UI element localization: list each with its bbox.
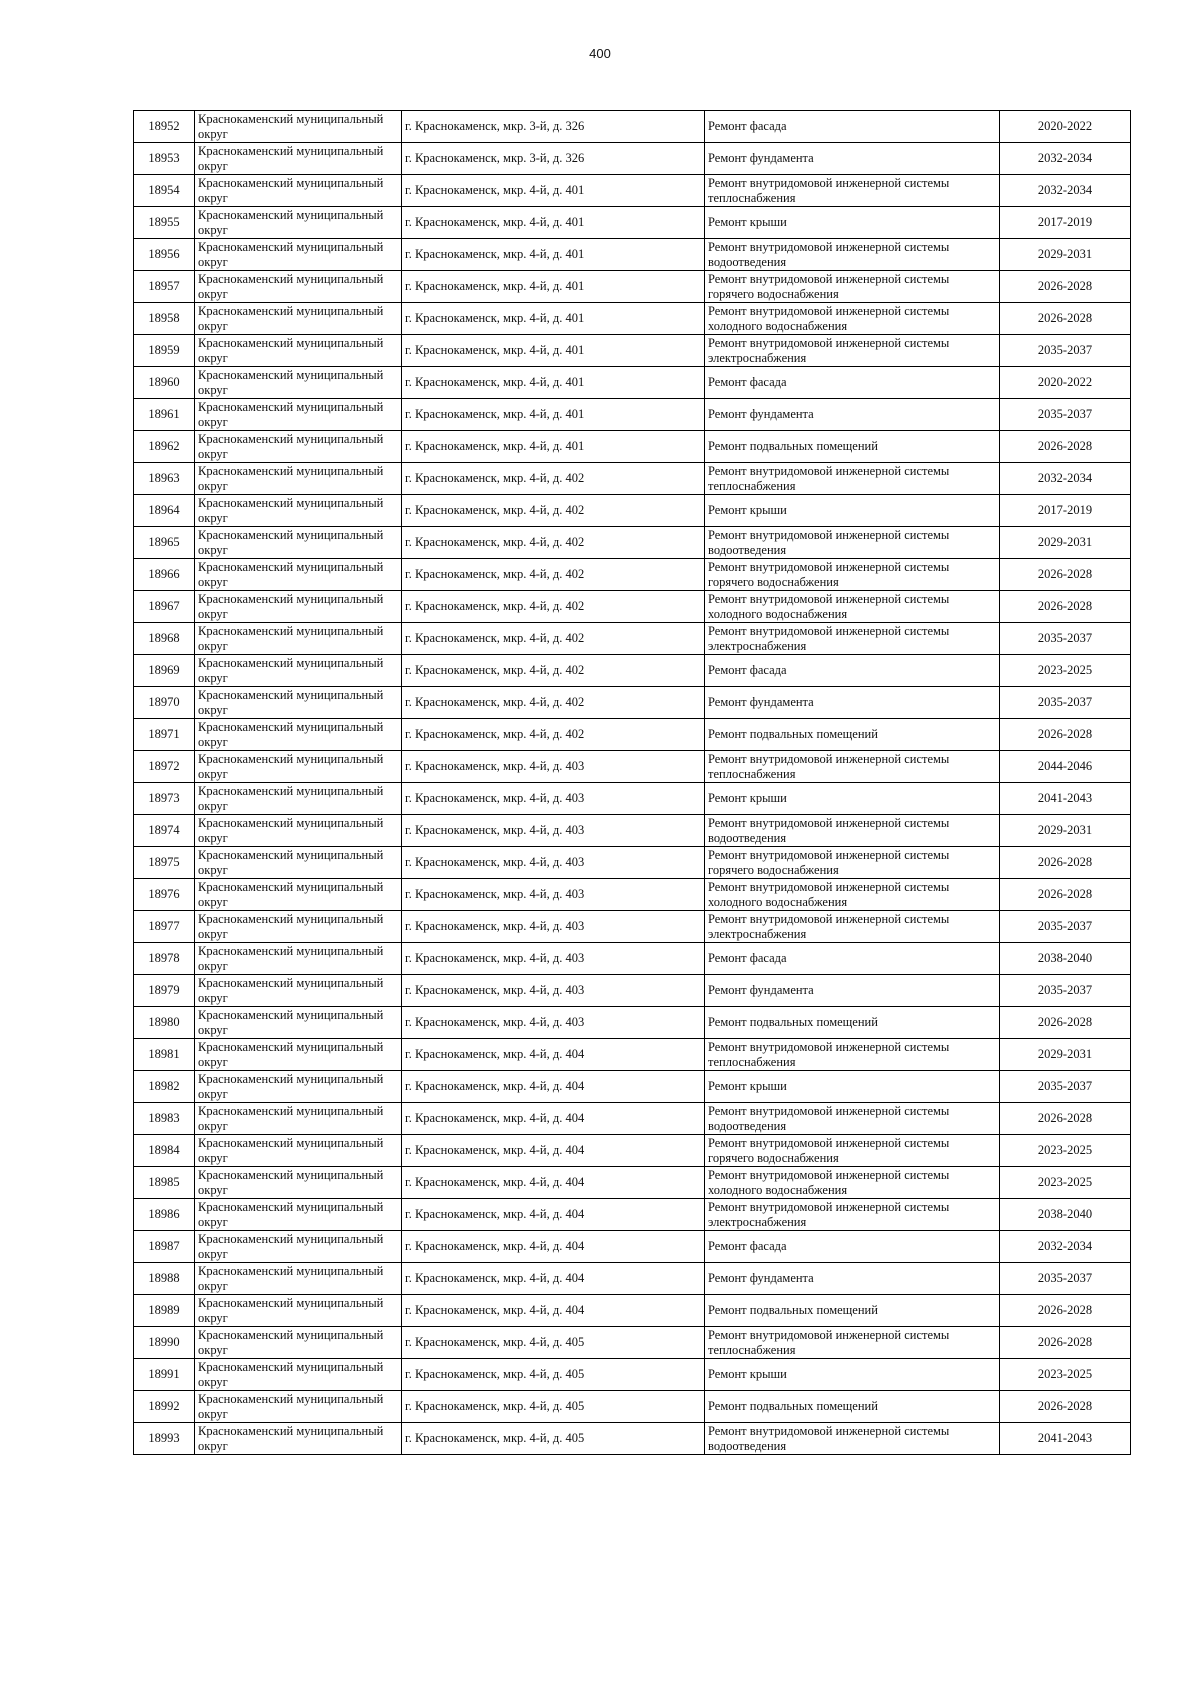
municipality-cell: Краснокаменский муниципальный округ xyxy=(195,111,402,143)
period-cell: 2023-2025 xyxy=(1000,655,1131,687)
period-cell: 2035-2037 xyxy=(1000,911,1131,943)
work-type-cell: Ремонт фундамента xyxy=(705,1263,1000,1295)
address-cell: г. Краснокаменск, мкр. 4-й, д. 401 xyxy=(402,207,705,239)
address-cell: г. Краснокаменск, мкр. 4-й, д. 404 xyxy=(402,1039,705,1071)
municipality-cell: Краснокаменский муниципальный округ xyxy=(195,623,402,655)
row-number-cell: 18978 xyxy=(134,943,195,975)
address-cell: г. Краснокаменск, мкр. 4-й, д. 402 xyxy=(402,527,705,559)
period-cell: 2023-2025 xyxy=(1000,1135,1131,1167)
address-cell: г. Краснокаменск, мкр. 4-й, д. 403 xyxy=(402,783,705,815)
address-cell: г. Краснокаменск, мкр. 4-й, д. 401 xyxy=(402,335,705,367)
table-row xyxy=(134,623,1131,655)
address-cell: г. Краснокаменск, мкр. 4-й, д. 403 xyxy=(402,879,705,911)
row-number-cell: 18981 xyxy=(134,1039,195,1071)
municipality-cell: Краснокаменский муниципальный округ xyxy=(195,175,402,207)
municipality-cell: Краснокаменский муниципальный округ xyxy=(195,975,402,1007)
row-number-cell: 18993 xyxy=(134,1423,195,1455)
work-type-cell: Ремонт фасада xyxy=(705,1231,1000,1263)
work-type-cell: Ремонт внутридомовой инженерной системы теплоснабжения xyxy=(705,463,1000,495)
municipality-cell: Краснокаменский муниципальный округ xyxy=(195,815,402,847)
work-type-cell: Ремонт подвальных помещений xyxy=(705,1295,1000,1327)
work-type-cell: Ремонт подвальных помещений xyxy=(705,1007,1000,1039)
address-cell: г. Краснокаменск, мкр. 4-й, д. 402 xyxy=(402,687,705,719)
municipality-cell: Краснокаменский муниципальный округ xyxy=(195,1295,402,1327)
work-type-cell: Ремонт крыши xyxy=(705,1359,1000,1391)
address-cell: г. Краснокаменск, мкр. 4-й, д. 402 xyxy=(402,719,705,751)
municipality-cell: Краснокаменский муниципальный округ xyxy=(195,1007,402,1039)
municipality-cell: Краснокаменский муниципальный округ xyxy=(195,431,402,463)
row-number-cell: 18992 xyxy=(134,1391,195,1423)
municipality-cell: Краснокаменский муниципальный округ xyxy=(195,1231,402,1263)
municipality-cell: Краснокаменский муниципальный округ xyxy=(195,1263,402,1295)
address-cell: г. Краснокаменск, мкр. 4-й, д. 404 xyxy=(402,1199,705,1231)
address-cell: г. Краснокаменск, мкр. 4-й, д. 403 xyxy=(402,943,705,975)
table-row xyxy=(134,1135,1131,1167)
row-number-cell: 18988 xyxy=(134,1263,195,1295)
table-row xyxy=(134,367,1131,399)
work-type-cell: Ремонт внутридомовой инженерной системы водоотведения xyxy=(705,815,1000,847)
table-row xyxy=(134,463,1131,495)
table-row xyxy=(134,1231,1131,1263)
row-number-cell: 18955 xyxy=(134,207,195,239)
work-type-cell: Ремонт подвальных помещений xyxy=(705,719,1000,751)
work-type-cell: Ремонт фундамента xyxy=(705,143,1000,175)
work-type-cell: Ремонт внутридомовой инженерной системы электроснабжения xyxy=(705,335,1000,367)
row-number-cell: 18958 xyxy=(134,303,195,335)
work-type-cell: Ремонт внутридомовой инженерной системы водоотведения xyxy=(705,527,1000,559)
address-cell: г. Краснокаменск, мкр. 4-й, д. 401 xyxy=(402,239,705,271)
period-cell: 2026-2028 xyxy=(1000,303,1131,335)
period-cell: 2032-2034 xyxy=(1000,463,1131,495)
work-type-cell: Ремонт внутридомовой инженерной системы горячего водоснабжения xyxy=(705,847,1000,879)
table-row xyxy=(134,303,1131,335)
period-cell: 2026-2028 xyxy=(1000,271,1131,303)
address-cell: г. Краснокаменск, мкр. 4-й, д. 405 xyxy=(402,1423,705,1455)
address-cell: г. Краснокаменск, мкр. 4-й, д. 403 xyxy=(402,847,705,879)
table-row xyxy=(134,1295,1131,1327)
row-number-cell: 18965 xyxy=(134,527,195,559)
repair-schedule-table xyxy=(133,110,1131,1455)
table-row xyxy=(134,335,1131,367)
address-cell: г. Краснокаменск, мкр. 4-й, д. 402 xyxy=(402,591,705,623)
table-row xyxy=(134,1039,1131,1071)
table-row xyxy=(134,719,1131,751)
work-type-cell: Ремонт фасада xyxy=(705,655,1000,687)
municipality-cell: Краснокаменский муниципальный округ xyxy=(195,687,402,719)
work-type-cell: Ремонт крыши xyxy=(705,1071,1000,1103)
work-type-cell: Ремонт внутридомовой инженерной системы электроснабжения xyxy=(705,623,1000,655)
municipality-cell: Краснокаменский муниципальный округ xyxy=(195,655,402,687)
address-cell: г. Краснокаменск, мкр. 4-й, д. 403 xyxy=(402,911,705,943)
row-number-cell: 18990 xyxy=(134,1327,195,1359)
municipality-cell: Краснокаменский муниципальный округ xyxy=(195,271,402,303)
address-cell: г. Краснокаменск, мкр. 4-й, д. 403 xyxy=(402,1007,705,1039)
municipality-cell: Краснокаменский муниципальный округ xyxy=(195,239,402,271)
row-number-cell: 18964 xyxy=(134,495,195,527)
row-number-cell: 18985 xyxy=(134,1167,195,1199)
address-cell: г. Краснокаменск, мкр. 4-й, д. 402 xyxy=(402,559,705,591)
municipality-cell: Краснокаменский муниципальный округ xyxy=(195,495,402,527)
table-row xyxy=(134,1103,1131,1135)
work-type-cell: Ремонт подвальных помещений xyxy=(705,431,1000,463)
address-cell: г. Краснокаменск, мкр. 4-й, д. 403 xyxy=(402,751,705,783)
work-type-cell: Ремонт фасада xyxy=(705,943,1000,975)
address-cell: г. Краснокаменск, мкр. 4-й, д. 404 xyxy=(402,1263,705,1295)
table-row xyxy=(134,1423,1131,1455)
work-type-cell: Ремонт внутридомовой инженерной системы теплоснабжения xyxy=(705,175,1000,207)
period-cell: 2029-2031 xyxy=(1000,527,1131,559)
row-number-cell: 18969 xyxy=(134,655,195,687)
work-type-cell: Ремонт внутридомовой инженерной системы водоотведения xyxy=(705,1103,1000,1135)
address-cell: г. Краснокаменск, мкр. 4-й, д. 404 xyxy=(402,1295,705,1327)
row-number-cell: 18957 xyxy=(134,271,195,303)
work-type-cell: Ремонт внутридомовой инженерной системы теплоснабжения xyxy=(705,1327,1000,1359)
work-type-cell: Ремонт фундамента xyxy=(705,975,1000,1007)
period-cell: 2032-2034 xyxy=(1000,143,1131,175)
work-type-cell: Ремонт внутридомовой инженерной системы теплоснабжения xyxy=(705,751,1000,783)
table-row xyxy=(134,943,1131,975)
row-number-cell: 18987 xyxy=(134,1231,195,1263)
row-number-cell: 18963 xyxy=(134,463,195,495)
period-cell: 2032-2034 xyxy=(1000,175,1131,207)
page-number: 400 xyxy=(589,46,611,61)
address-cell: г. Краснокаменск, мкр. 4-й, д. 403 xyxy=(402,815,705,847)
period-cell: 2035-2037 xyxy=(1000,335,1131,367)
table-row xyxy=(134,847,1131,879)
period-cell: 2035-2037 xyxy=(1000,687,1131,719)
municipality-cell: Краснокаменский муниципальный округ xyxy=(195,463,402,495)
period-cell: 2032-2034 xyxy=(1000,1231,1131,1263)
municipality-cell: Краснокаменский муниципальный округ xyxy=(195,303,402,335)
row-number-cell: 18983 xyxy=(134,1103,195,1135)
period-cell: 2026-2028 xyxy=(1000,559,1131,591)
row-number-cell: 18961 xyxy=(134,399,195,431)
work-type-cell: Ремонт внутридомовой инженерной системы горячего водоснабжения xyxy=(705,1135,1000,1167)
municipality-cell: Краснокаменский муниципальный округ xyxy=(195,143,402,175)
address-cell: г. Краснокаменск, мкр. 4-й, д. 404 xyxy=(402,1071,705,1103)
address-cell: г. Краснокаменск, мкр. 4-й, д. 402 xyxy=(402,463,705,495)
period-cell: 2038-2040 xyxy=(1000,1199,1131,1231)
work-type-cell: Ремонт подвальных помещений xyxy=(705,1391,1000,1423)
period-cell: 2041-2043 xyxy=(1000,1423,1131,1455)
address-cell: г. Краснокаменск, мкр. 4-й, д. 401 xyxy=(402,303,705,335)
row-number-cell: 18952 xyxy=(134,111,195,143)
municipality-cell: Краснокаменский муниципальный округ xyxy=(195,335,402,367)
table-body xyxy=(134,111,1131,1455)
municipality-cell: Краснокаменский муниципальный округ xyxy=(195,399,402,431)
row-number-cell: 18968 xyxy=(134,623,195,655)
period-cell: 2023-2025 xyxy=(1000,1359,1131,1391)
row-number-cell: 18991 xyxy=(134,1359,195,1391)
table-row xyxy=(134,1327,1131,1359)
table-row xyxy=(134,1263,1131,1295)
work-type-cell: Ремонт внутридомовой инженерной системы горячего водоснабжения xyxy=(705,271,1000,303)
address-cell: г. Краснокаменск, мкр. 3-й, д. 326 xyxy=(402,111,705,143)
table-row xyxy=(134,559,1131,591)
row-number-cell: 18973 xyxy=(134,783,195,815)
row-number-cell: 18953 xyxy=(134,143,195,175)
table-row xyxy=(134,1167,1131,1199)
period-cell: 2035-2037 xyxy=(1000,975,1131,1007)
period-cell: 2026-2028 xyxy=(1000,1007,1131,1039)
row-number-cell: 18954 xyxy=(134,175,195,207)
row-number-cell: 18960 xyxy=(134,367,195,399)
row-number-cell: 18970 xyxy=(134,687,195,719)
work-type-cell: Ремонт внутридомовой инженерной системы водоотведения xyxy=(705,239,1000,271)
period-cell: 2017-2019 xyxy=(1000,207,1131,239)
period-cell: 2026-2028 xyxy=(1000,1103,1131,1135)
municipality-cell: Краснокаменский муниципальный округ xyxy=(195,1039,402,1071)
municipality-cell: Краснокаменский муниципальный округ xyxy=(195,911,402,943)
work-type-cell: Ремонт внутридомовой инженерной системы горячего водоснабжения xyxy=(705,559,1000,591)
address-cell: г. Краснокаменск, мкр. 4-й, д. 401 xyxy=(402,367,705,399)
period-cell: 2035-2037 xyxy=(1000,399,1131,431)
period-cell: 2026-2028 xyxy=(1000,591,1131,623)
municipality-cell: Краснокаменский муниципальный округ xyxy=(195,207,402,239)
work-type-cell: Ремонт внутридомовой инженерной системы электроснабжения xyxy=(705,911,1000,943)
address-cell: г. Краснокаменск, мкр. 4-й, д. 401 xyxy=(402,271,705,303)
period-cell: 2020-2022 xyxy=(1000,111,1131,143)
period-cell: 2020-2022 xyxy=(1000,367,1131,399)
period-cell: 2029-2031 xyxy=(1000,239,1131,271)
period-cell: 2044-2046 xyxy=(1000,751,1131,783)
municipality-cell: Краснокаменский муниципальный округ xyxy=(195,1423,402,1455)
period-cell: 2035-2037 xyxy=(1000,1071,1131,1103)
table-row xyxy=(134,1199,1131,1231)
table-row xyxy=(134,495,1131,527)
address-cell: г. Краснокаменск, мкр. 4-й, д. 403 xyxy=(402,975,705,1007)
period-cell: 2026-2028 xyxy=(1000,719,1131,751)
period-cell: 2038-2040 xyxy=(1000,943,1131,975)
municipality-cell: Краснокаменский муниципальный округ xyxy=(195,943,402,975)
address-cell: г. Краснокаменск, мкр. 4-й, д. 404 xyxy=(402,1103,705,1135)
row-number-cell: 18971 xyxy=(134,719,195,751)
municipality-cell: Краснокаменский муниципальный округ xyxy=(195,1103,402,1135)
row-number-cell: 18982 xyxy=(134,1071,195,1103)
address-cell: г. Краснокаменск, мкр. 4-й, д. 404 xyxy=(402,1231,705,1263)
table-row xyxy=(134,271,1131,303)
row-number-cell: 18962 xyxy=(134,431,195,463)
table-row xyxy=(134,751,1131,783)
row-number-cell: 18989 xyxy=(134,1295,195,1327)
work-type-cell: Ремонт внутридомовой инженерной системы холодного водоснабжения xyxy=(705,303,1000,335)
work-type-cell: Ремонт фундамента xyxy=(705,399,1000,431)
period-cell: 2023-2025 xyxy=(1000,1167,1131,1199)
period-cell: 2035-2037 xyxy=(1000,1263,1131,1295)
table-row xyxy=(134,399,1131,431)
row-number-cell: 18956 xyxy=(134,239,195,271)
municipality-cell: Краснокаменский муниципальный округ xyxy=(195,751,402,783)
address-cell: г. Краснокаменск, мкр. 4-й, д. 401 xyxy=(402,399,705,431)
row-number-cell: 18979 xyxy=(134,975,195,1007)
table-row xyxy=(134,431,1131,463)
table-row xyxy=(134,783,1131,815)
address-cell: г. Краснокаменск, мкр. 4-й, д. 405 xyxy=(402,1391,705,1423)
municipality-cell: Краснокаменский муниципальный округ xyxy=(195,847,402,879)
address-cell: г. Краснокаменск, мкр. 4-й, д. 404 xyxy=(402,1167,705,1199)
table-row xyxy=(134,1007,1131,1039)
municipality-cell: Краснокаменский муниципальный округ xyxy=(195,719,402,751)
table-row xyxy=(134,687,1131,719)
address-cell: г. Краснокаменск, мкр. 4-й, д. 401 xyxy=(402,431,705,463)
period-cell: 2041-2043 xyxy=(1000,783,1131,815)
municipality-cell: Краснокаменский муниципальный округ xyxy=(195,1391,402,1423)
work-type-cell: Ремонт фасада xyxy=(705,111,1000,143)
work-type-cell: Ремонт внутридомовой инженерной системы холодного водоснабжения xyxy=(705,1167,1000,1199)
period-cell: 2026-2028 xyxy=(1000,1295,1131,1327)
municipality-cell: Краснокаменский муниципальный округ xyxy=(195,1327,402,1359)
table-row xyxy=(134,239,1131,271)
work-type-cell: Ремонт внутридомовой инженерной системы холодного водоснабжения xyxy=(705,591,1000,623)
period-cell: 2026-2028 xyxy=(1000,879,1131,911)
table-row xyxy=(134,879,1131,911)
work-type-cell: Ремонт крыши xyxy=(705,783,1000,815)
address-cell: г. Краснокаменск, мкр. 4-й, д. 405 xyxy=(402,1359,705,1391)
row-number-cell: 18967 xyxy=(134,591,195,623)
table-row xyxy=(134,815,1131,847)
address-cell: г. Краснокаменск, мкр. 4-й, д. 401 xyxy=(402,175,705,207)
table-row xyxy=(134,1359,1131,1391)
municipality-cell: Краснокаменский муниципальный округ xyxy=(195,591,402,623)
row-number-cell: 18976 xyxy=(134,879,195,911)
address-cell: г. Краснокаменск, мкр. 4-й, д. 404 xyxy=(402,1135,705,1167)
address-cell: г. Краснокаменск, мкр. 4-й, д. 402 xyxy=(402,495,705,527)
row-number-cell: 18986 xyxy=(134,1199,195,1231)
work-type-cell: Ремонт крыши xyxy=(705,207,1000,239)
work-type-cell: Ремонт фундамента xyxy=(705,687,1000,719)
row-number-cell: 18984 xyxy=(134,1135,195,1167)
period-cell: 2035-2037 xyxy=(1000,623,1131,655)
address-cell: г. Краснокаменск, мкр. 3-й, д. 326 xyxy=(402,143,705,175)
period-cell: 2029-2031 xyxy=(1000,815,1131,847)
row-number-cell: 18977 xyxy=(134,911,195,943)
period-cell: 2026-2028 xyxy=(1000,1391,1131,1423)
table-row xyxy=(134,911,1131,943)
municipality-cell: Краснокаменский муниципальный округ xyxy=(195,879,402,911)
municipality-cell: Краснокаменский муниципальный округ xyxy=(195,1135,402,1167)
table-row xyxy=(134,207,1131,239)
municipality-cell: Краснокаменский муниципальный округ xyxy=(195,527,402,559)
work-type-cell: Ремонт внутридомовой инженерной системы холодного водоснабжения xyxy=(705,879,1000,911)
municipality-cell: Краснокаменский муниципальный округ xyxy=(195,783,402,815)
address-cell: г. Краснокаменск, мкр. 4-й, д. 402 xyxy=(402,655,705,687)
row-number-cell: 18966 xyxy=(134,559,195,591)
period-cell: 2026-2028 xyxy=(1000,1327,1131,1359)
municipality-cell: Краснокаменский муниципальный округ xyxy=(195,1167,402,1199)
period-cell: 2026-2028 xyxy=(1000,431,1131,463)
table-row xyxy=(134,655,1131,687)
table-row xyxy=(134,1071,1131,1103)
table-row xyxy=(134,591,1131,623)
table-row xyxy=(134,975,1131,1007)
municipality-cell: Краснокаменский муниципальный округ xyxy=(195,1199,402,1231)
work-type-cell: Ремонт фасада xyxy=(705,367,1000,399)
municipality-cell: Краснокаменский муниципальный округ xyxy=(195,1071,402,1103)
table-row xyxy=(134,111,1131,143)
row-number-cell: 18980 xyxy=(134,1007,195,1039)
table-row xyxy=(134,143,1131,175)
municipality-cell: Краснокаменский муниципальный округ xyxy=(195,1359,402,1391)
table-row xyxy=(134,175,1131,207)
work-type-cell: Ремонт крыши xyxy=(705,495,1000,527)
period-cell: 2017-2019 xyxy=(1000,495,1131,527)
row-number-cell: 18974 xyxy=(134,815,195,847)
table-row xyxy=(134,1391,1131,1423)
period-cell: 2029-2031 xyxy=(1000,1039,1131,1071)
work-type-cell: Ремонт внутридомовой инженерной системы водоотведения xyxy=(705,1423,1000,1455)
period-cell: 2026-2028 xyxy=(1000,847,1131,879)
address-cell: г. Краснокаменск, мкр. 4-й, д. 405 xyxy=(402,1327,705,1359)
row-number-cell: 18975 xyxy=(134,847,195,879)
work-type-cell: Ремонт внутридомовой инженерной системы электроснабжения xyxy=(705,1199,1000,1231)
row-number-cell: 18972 xyxy=(134,751,195,783)
table-row xyxy=(134,527,1131,559)
municipality-cell: Краснокаменский муниципальный округ xyxy=(195,559,402,591)
address-cell: г. Краснокаменск, мкр. 4-й, д. 402 xyxy=(402,623,705,655)
row-number-cell: 18959 xyxy=(134,335,195,367)
municipality-cell: Краснокаменский муниципальный округ xyxy=(195,367,402,399)
work-type-cell: Ремонт внутридомовой инженерной системы теплоснабжения xyxy=(705,1039,1000,1071)
